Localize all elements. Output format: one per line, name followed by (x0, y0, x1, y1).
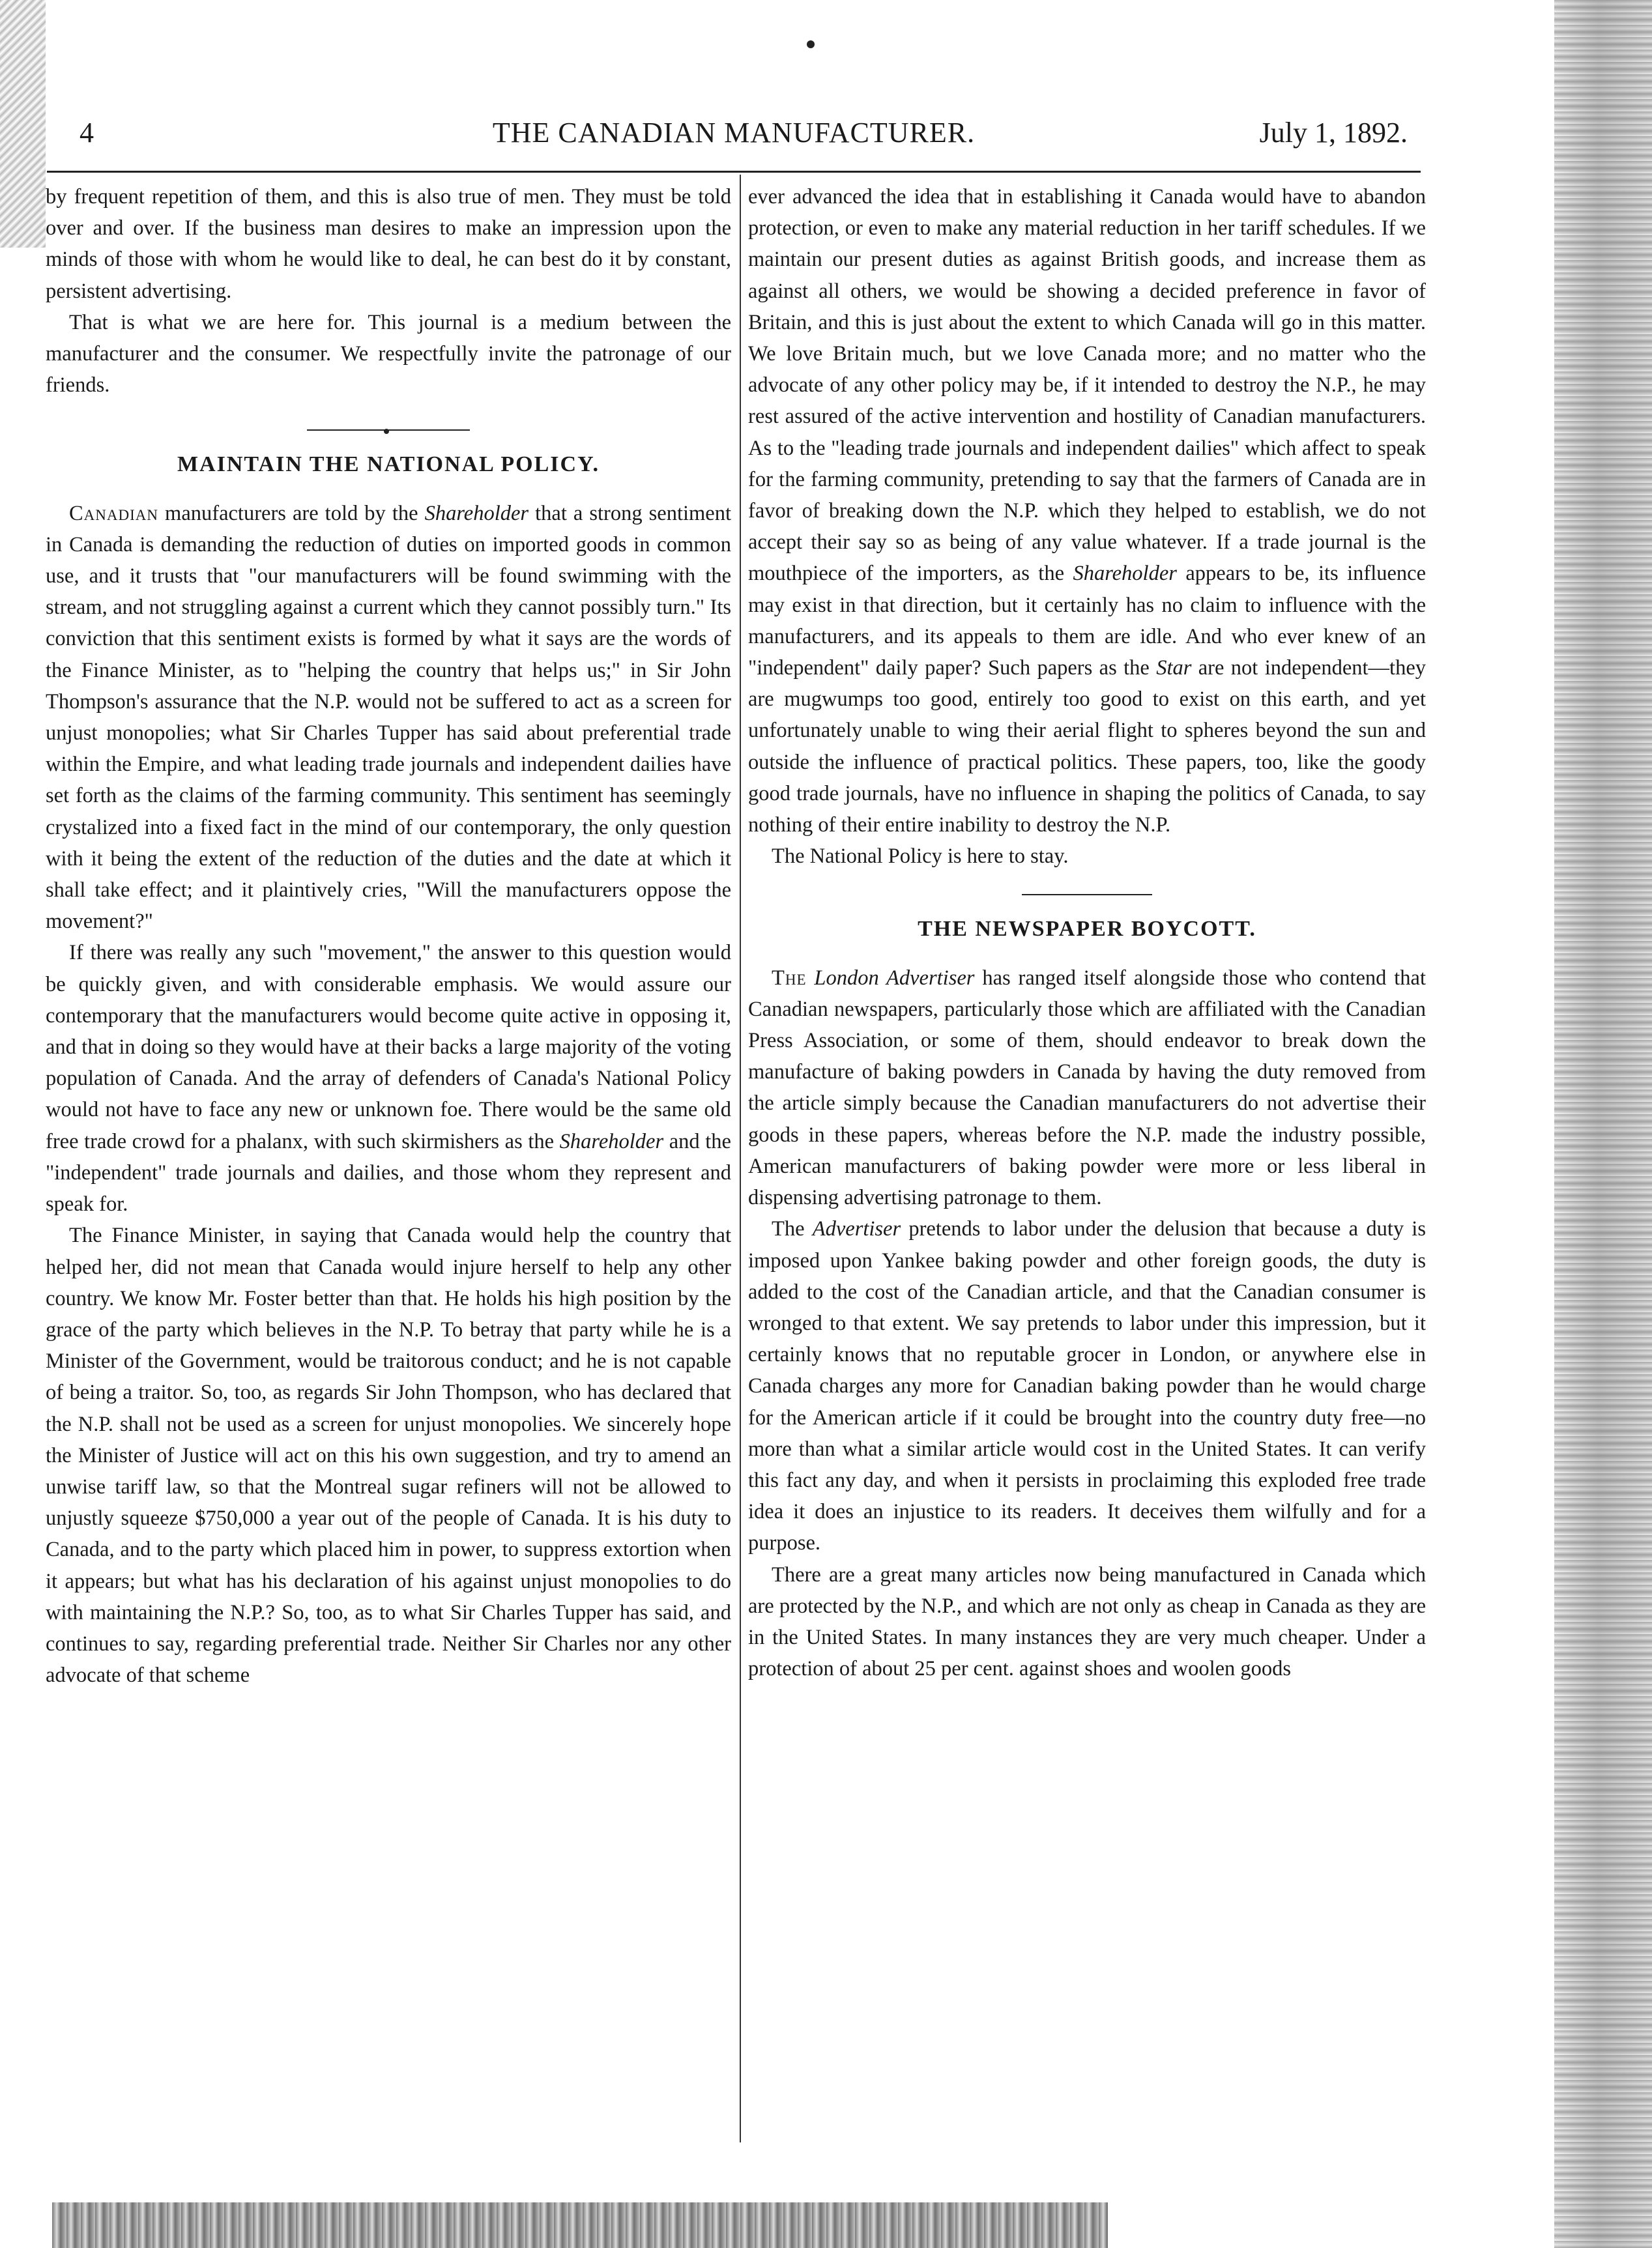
article-1-p1-text-b: that a strong sentiment in Canada is demanding the reduction of duties on imported goods in common use, and it trusts that "our manufacturers will be found swimming with the stream, and not struggling against a current which they cannot possibly turn." Its conviction that this sentiment exists is formed by what it says are the words of the Finance Minister, as to "helping the country that helps us;" in Sir John Thompson's assurance that the N.P. would not be suffered to act as a screen for unjust monopolies; what Sir Charles Tupper has said about preferential trade within the Empire, and what leading trade journals and independent dailies have set forth as the claims of the farming community. This sentiment has seemingly crystalized into a fixed fact in the mind of our contemporary, the only question with it being the extent of the reduction of the duties and the date at which it shall take effect; and it plaintively cries, "Will the manufacturers oppose the movement?" (46, 501, 732, 934)
article-title-national-policy: MAINTAIN THE NATIONAL POLICY. (177, 452, 600, 477)
article-1-paragraph-3: The Finance Minister, in saying that Canada would help the country that helped her, did not mean that Canada would injure herself to help any other country. We know Mr. Foster better than that. He holds his high position by the grace of the party which believes in the N.P. To betray that party while he is a Minister of the Government, would be traitorous conduct; and he is not capable of being a traitor. So, too, as regards Sir John Thompson, who has declared that the N.P. shall not be used as a screen for unjust monopolies. We sincerely hope the Minister of Justice will act on this his own suggestion, and try to amend an unwise tariff law, so that the Montreal sugar refiners will not be allowed to unjustly squeeze $750,000 a year out of the people of Canada. It is his duty to Canada, and to the party which placed him in power, to suppress extortion when it appears; but what has his declaration of his against unjust monopolies to do with maintaining the N.P.? So, too, as to what Sir Charles Tupper has said, and continues to say, regarding preferential trade. Neither Sir Charles nor any other advocate of that scheme (46, 1224, 731, 1688)
ink-dot (807, 40, 815, 48)
continuation-text-b: appears to be, its influence may exist in that direction, but it certainly has no claim to influence with the manufacturers, and its appeals to them are idle. And who ever knew of an "independent" daily paper? Such papers as the (748, 562, 1427, 680)
header-rule (47, 171, 1421, 173)
closing-line: The National Policy is here to stay. (772, 844, 1069, 869)
left-column (46, 181, 731, 1691)
article-1-paragraph-2 (46, 937, 731, 1220)
publication-name: Shareholder (559, 1129, 664, 1153)
lead-word: Canadian (69, 501, 158, 525)
publication-name: Advertiser (812, 1217, 901, 1241)
scan-edge-left (0, 0, 46, 248)
article-1-p2-text-a: If there was really any such "movement," the answer to this question would be quickly given, and with considerable emphasis. We would assure our contemporary that the manufacturers would become quite active in opposing it, and that in doing so they would have at their backs a large majority of the voting population of Canada. And the array of defenders of Canada's National Policy would not have to face any new or unknown foe. There would be the same old free trade crowd for a phalanx, with such skirmishers as the (46, 941, 731, 1153)
publication-name: London Advertiser (814, 966, 975, 990)
column-divider (740, 175, 741, 2142)
article-2-paragraph-1 (748, 962, 1426, 1214)
article-1-p2-text-b: and the "independent" trade journals and dailies, and those whom they represent and speak for. (46, 1129, 731, 1217)
article-2-paragraph-3: There are a great many articles now being manufactured in Canada which are protected by the N.P., and which are not only as cheap in Canada as they are in the United States. In many instances they are very much cheaper. Under a protection of about 25 per cent. against shoes and woolen goods (748, 1563, 1426, 1681)
continuation-text-a: ever advanced the idea that in establishing it Canada would have to abandon protection, or even to make any material reduction in her tariff schedules. If we maintain our present duties as against British goods, and increase them as against all others, we would be showing a decided preference in favor of Britain, and this is just about the extent to which Canada will go in this matter. We love Britain much, but we love Canada more; and no matter who the advocate of any other policy may be, if it intended to destroy the N.P., he may rest assured of the active intervention and hostility of Canadian manufacturers. As to the "leading trade journals and independent dailies" which affect to speak for the farming community, pretending to say that the farmers of Canada are in favor of breaking down the N.P. which they helped to establish, we do not accept their say so as being of any value whatever. If a trade journal is the mouthpiece of the importers, as the (748, 185, 1426, 586)
issue-date: July 1, 1892. (1259, 117, 1408, 149)
article-title-newspaper-boycott: THE NEWSPAPER BOYCOTT. (918, 917, 1256, 942)
section-rule-1 (307, 429, 470, 431)
lead-word: The (772, 966, 807, 990)
article-1-p1-text-a: manufacturers are told by the (165, 501, 418, 525)
article-2-paragraph-2 (748, 1213, 1426, 1559)
publication-name: Shareholder (1073, 562, 1177, 586)
page-header (47, 116, 1421, 155)
article-2-p1-text: has ranged itself alongside those who contend that Canadian newspapers, particularly those which are affiliated with the Canadian Press Association, or some of them, should endeavor to break down the manufacture of baking powders in Canada by having the duty removed from the article simply because the Canadian manufacturers do not advertise their goods in these papers, whereas before the N.P. made the industry possible, American manufacturers of baking powder were more or less liberal in dispensing advertising patronage to them. (748, 966, 1426, 1210)
masthead: THE CANADIAN MANUFACTURER. (492, 117, 976, 149)
rule-bullet (384, 429, 389, 434)
intro-paragraph-2: That is what we are here for. This journal is a medium between the manufacturer and the consumer. We respectfully invite the patronage of our friends. (46, 310, 731, 397)
publication-name: Shareholder (424, 501, 529, 525)
publication-name: Star (1156, 656, 1192, 680)
page-number: 4 (80, 117, 94, 149)
scan-edge-bottom (52, 2202, 1108, 2248)
intro-paragraph-1: by frequent repetition of them, and this is also true of men. They must be told over and over. If the business man desires to make an impression upon the minds of those with whom he would like to deal, he can best do it by constant, persistent advertising. (46, 185, 731, 303)
article-2-p2-text-a: The (772, 1217, 805, 1241)
continuation-text-c: are not independent—they are mugwumps too good, entirely too good to exist on this earth, and yet unfortunately unable to wing their aerial flight to spheres beyond the sun and outside the influence of practical politics. These papers, too, like the goody good trade journals, have no influence in shaping the politics of Canada, to say nothing of their entire inability to destroy the N.P. (748, 656, 1426, 837)
right-column (748, 181, 1426, 1684)
section-rule-2 (1022, 894, 1152, 895)
continuation-paragraph (748, 181, 1426, 841)
scan-edge-right (1554, 0, 1652, 2248)
article-2-p2-text-b: pretends to labor under the delusion that because a duty is imposed upon Yankee baking powder and other foreign goods, the duty is added to the cost of the Canadian article, and that the Canadian consumer is wronged to that extent. We say pretends to labor under this impression, but it certainly knows that no reputable grocer in London, or anywhere else in Canada charges any more for Canadian baking powder than he would charge for the American article if it could be brought into the country duty free—no more than what a similar article would cost in the United States. It can verify this fact any day, and when it persists in proclaiming this exploded free trade idea it does an injustice to its readers. It deceives them wilfully and for a purpose. (748, 1217, 1426, 1555)
article-1-paragraph-1 (46, 498, 731, 938)
